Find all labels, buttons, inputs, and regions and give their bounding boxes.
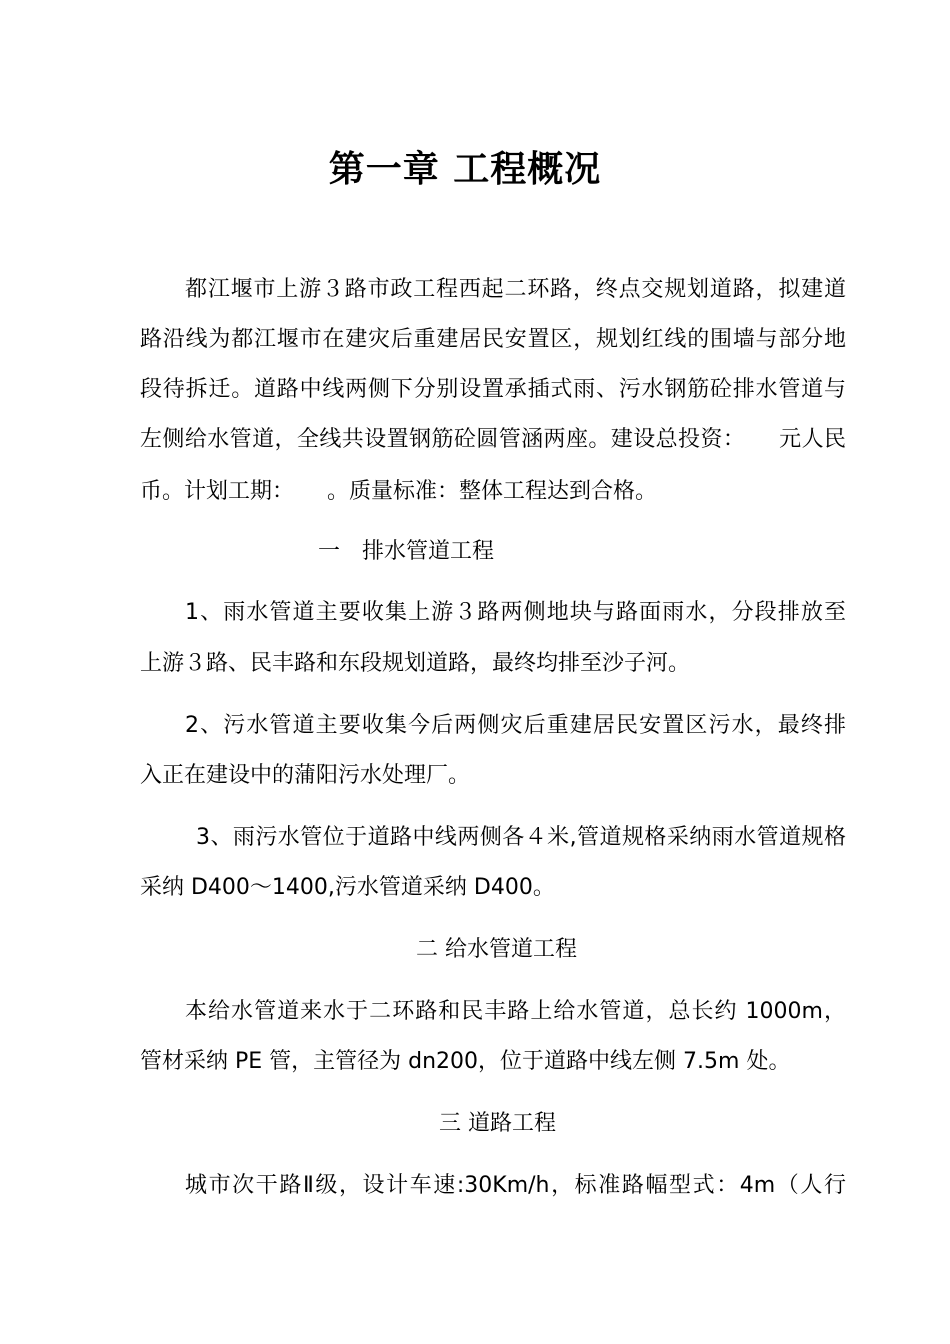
intro-line-4: 左侧给水管道，全线共设置钢筋砼圆管涵两座。建设总投资： 元人民 <box>140 427 846 452</box>
drainage-item-3-line-1: 3、雨污水管位于道路中线两侧各４米,管道规格采纳雨水管道规格 <box>196 825 846 850</box>
section-heading-road: 三 道路工程 <box>439 1111 556 1136</box>
drainage-item-1-line-1: 1、雨水管道主要收集上游３路两侧地块与路面雨水，分段排放至 <box>185 600 846 625</box>
intro-line-1: 都江堰市上游３路市政工程西起二环路，终点交规划道路，拟建道 <box>185 277 846 302</box>
road-line-1: 城市次干路Ⅱ级，设计车速:30Km/h，标准路幅型式：4m（人行 <box>185 1173 846 1198</box>
intro-line-2: 路沿线为都江堰市在建灾后重建居民安置区，规划红线的围墙与部分地 <box>140 327 846 352</box>
drainage-item-3-line-2: 采纳 D400～1400,污水管道采纳 D400。 <box>140 875 555 900</box>
chapter-title: 第一章 工程概况 <box>328 149 602 190</box>
intro-line-5: 币。计划工期： 。质量标准：整体工程达到合格。 <box>140 479 658 504</box>
section-heading-drainage: 一 排水管道工程 <box>318 539 495 564</box>
intro-line-3: 段待拆迁。道路中线两侧下分别设置承插式雨、污水钢筋砼排水管道与 <box>140 377 846 402</box>
drainage-item-1-line-2: 上游３路、民丰路和东段规划道路，最终均排至沙子河。 <box>140 651 691 676</box>
drainage-item-2-line-1: 2、污水管道主要收集今后两侧灾后重建居民安置区污水，最终排 <box>185 713 846 738</box>
water-supply-line-2: 管材采纳 PE 管，主管径为 dn200，位于道路中线左侧 7.5m 处。 <box>140 1049 791 1074</box>
drainage-item-2-line-2: 入正在建设中的蒲阳污水处理厂。 <box>140 763 471 788</box>
section-heading-water-supply: 二 给水管道工程 <box>416 937 577 962</box>
water-supply-line-1: 本给水管道来水于二环路和民丰路上给水管道，总长约 1000m， <box>185 999 846 1024</box>
